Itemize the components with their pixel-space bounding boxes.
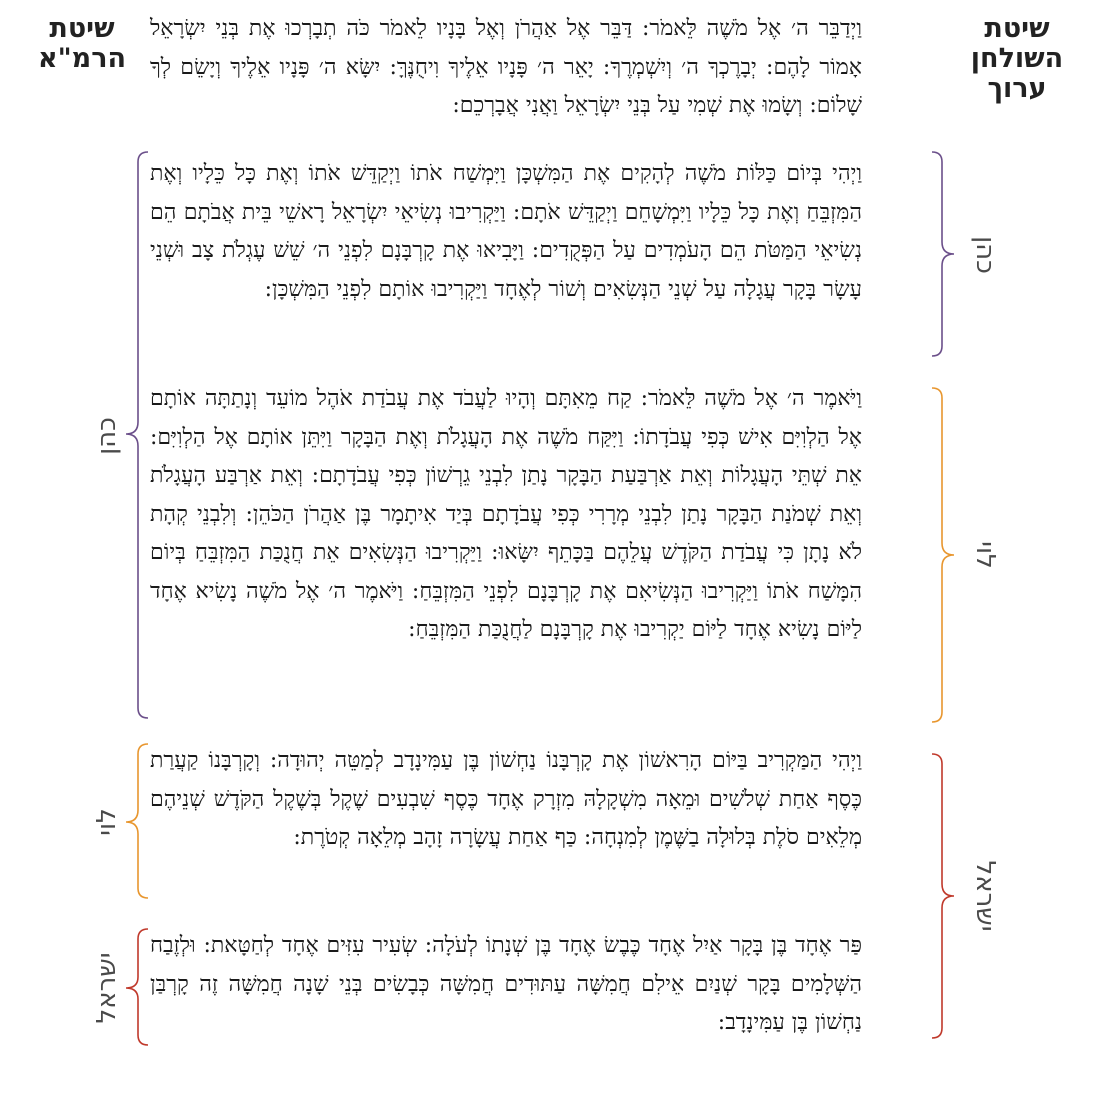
label-right-yisrael: ישראל: [970, 860, 1000, 932]
header-rema: [22, 14, 142, 74]
label-right-levi: לוי: [970, 541, 1000, 569]
header-line: ערוך: [987, 73, 1047, 104]
brace-right-yisrael-path: [932, 754, 954, 1038]
header-line: השולחן: [970, 43, 1064, 74]
text-block-nachshon: פַּר אֶחָד בֶּן בָּקָר אַיִל אֶחָד כֶּבֶשׂ אֶחָד בֶּן שְׁנָתוֹ לְעֹלָה: שְׂעִיר עִזִּים אֶחָד לְחַטָּאת: וּלְזֶבַח הַשְּׁלָמִים בָּקָר שְׁנַיִם אֵילִם חֲמִשָּׁה עַתּוּדִים חֲמִשָּׁה כְּבָשִׂים בְּנֵי שָׁנָה חֲמִשָּׁה זֶה קָרְבַּן נַחְשׁוֹן בֶּן עַמִּינָדָב:: [150, 933, 862, 1035]
label-right-kohen: כהן: [970, 236, 1000, 274]
brace-right-levi: [930, 386, 960, 726]
header-shulchan-aruch: [962, 14, 1072, 104]
label-left-kohen: כהן: [92, 417, 122, 455]
brace-left-levi: [120, 742, 150, 902]
header-line: שיטת: [984, 13, 1050, 44]
brace-right-kohen-path: [932, 152, 954, 356]
brace-left-kohen: [120, 150, 150, 722]
brace-left-levi-path: [126, 744, 148, 898]
text-block-korban: וַיְהִי הַמַּקְרִיב בַּיּוֹם הָרִאשׁוֹן אֶת קָרְבָּנוֹ נַחְשׁוֹן בֶּן עַמִּינָדָב לְמַטֵּה יְהוּדָה: וְקָרְבָּנוֹ קַעֲרַת כֶּסֶף אַחַת שְׁלֹשִׁים וּמֵאָה מִשְׁקָלָהּ מִזְרָק אֶחָד כֶּסֶף שִׁבְעִים שֶׁקֶל בְּשֶׁקֶל הַקֹּדֶשׁ שְׁנֵיהֶם מְלֵאִים סֹלֶת בְּלוּלָה בַשֶּׁמֶן לְמִנְחָה: כַּף אַחַת עֲשָׂרָה זָהָב מְלֵאָה קְטֹרֶת:: [150, 748, 862, 850]
brace-left-yisrael-path: [126, 929, 148, 1045]
brace-right-kohen: [930, 150, 960, 360]
brace-left-yisrael: [120, 927, 150, 1049]
brace-right-yisrael: [930, 752, 960, 1042]
brace-right-levi-path: [932, 388, 954, 722]
header-line: שיטת: [49, 13, 115, 44]
header-line: הרמ"א: [37, 43, 127, 74]
label-left-yisrael: ישראל: [92, 952, 122, 1024]
text-block-mishkan: וַיְהִי בְּיוֹם כַּלּוֹת מֹשֶׁה לְהָקִים אֶת הַמִּשְׁכָּן וַיִּמְשַׁח אֹתוֹ וַיְקַדֵּשׁ אֹתוֹ וְאֶת כָּל כֵּלָיו וְאֶת הַמִּזְבֵּחַ וְאֶת כָּל כֵּלָיו וַיִּמְשָׁחֵם וַיְקַדֵּשׁ אֹתָם: וַיַּקְרִיבוּ נְשִׂיאֵי יִשְׂרָאֵל רָאשֵׁי בֵּית אֲבֹתָם הֵם נְשִׂיאֵי הַמַּטֹּת הֵם הָעֹמְדִים עַל הַפְּקֻדִים: וַיָּבִיאוּ אֶת קָרְבָּנָם לִפְנֵי ה׳ שֵׁשׁ עֶגְלֹת צָב וּשְׁנֵי עָשָׂר בָּקָר עֲגָלָה עַל שְׁנֵי הַנְּשִׂאִים וְשׁוֹר לְאֶחָד וַיַּקְרִיבוּ אוֹתָם לִפְנֵי הַמִּשְׁכָּן:: [150, 161, 862, 302]
label-left-levi: לוי: [92, 808, 122, 836]
text-block-agalot: וַיֹּאמֶר ה׳ אֶל מֹשֶׁה לֵּאמֹר: קַח מֵאִתָּם וְהָיוּ לַעֲבֹד אֶת עֲבֹדַת אֹהֶל מוֹעֵד וְנָתַתָּה אוֹתָם אֶל הַלְוִיִּם אִישׁ כְּפִי עֲבֹדָתוֹ: וַיִּקַּח מֹשֶׁה אֶת הָעֲגָלֹת וְאֶת הַבָּקָר וַיִּתֵּן אוֹתָם אֶל הַלְוִיִּם: אֵת שְׁתֵּי הָעֲגָלוֹת וְאֵת אַרְבַּעַת הַבָּקָר נָתַן לִבְנֵי גֵרְשׁוֹן כְּפִי עֲבֹדָתָם: וְאֵת אַרְבַּע הָעֲגָלֹת וְאֵת שְׁמֹנַת הַבָּקָר נָתַן לִבְנֵי מְרָרִי כְּפִי עֲבֹדָתָם בְּיַד אִיתָמָר בֶּן אַהֲרֹן הַכֹּהֵן: וְלִבְנֵי קְהָת לֹא נָתָן כִּי עֲבֹדַת הַקֹּדֶשׁ עֲלֵהֶם בַּכָּתֵף יִשָּׂאוּ: וַיַּקְרִיבוּ הַנְּשִׂאִים אֵת חֲנֻכַּת הַמִּזְבֵּחַ בְּיוֹם הִמָּשַׁח אֹתוֹ וַיַּקְרִיבוּ הַנְּשִׂיאִם אֶת קָרְבָּנָם לִפְנֵי הַמִּזְבֵּחַ: וַיֹּאמֶר ה׳ אֶל מֹשֶׁה נָשִׂיא אֶחָד לַיּוֹם נָשִׂיא אֶחָד לַיּוֹם יַקְרִיבוּ אֶת קָרְבָּנָם לַחֲנֻכַּת הַמִּזְבֵּחַ:: [150, 386, 862, 642]
brace-left-kohen-path: [126, 152, 148, 718]
text-block-birkat-kohanim: וַיְדַבֵּר ה׳ אֶל מֹשֶׁה לֵּאמֹר: דַּבֵּר אֶל אַהֲרֹן וְאֶל בָּנָיו לֵאמֹר כֹּה תְבָרְכוּ אֶת בְּנֵי יִשְׂרָאֵל אָמוֹר לָהֶם: יְבָרֶכְךָ ה׳ וְיִשְׁמְרֶךָ: יָאֵר ה׳ פָּנָיו אֵלֶיךָ וִיחֻנֶּךָּ: יִשָּׂא ה׳ פָּנָיו אֵלֶיךָ וְיָשֵׂם לְךָ שָׁלוֹם: וְשָׂמוּ אֶת שְׁמִי עַל בְּנֵי יִשְׂרָאֵל וַאֲנִי אֲבָרְכֵם:: [150, 16, 862, 118]
